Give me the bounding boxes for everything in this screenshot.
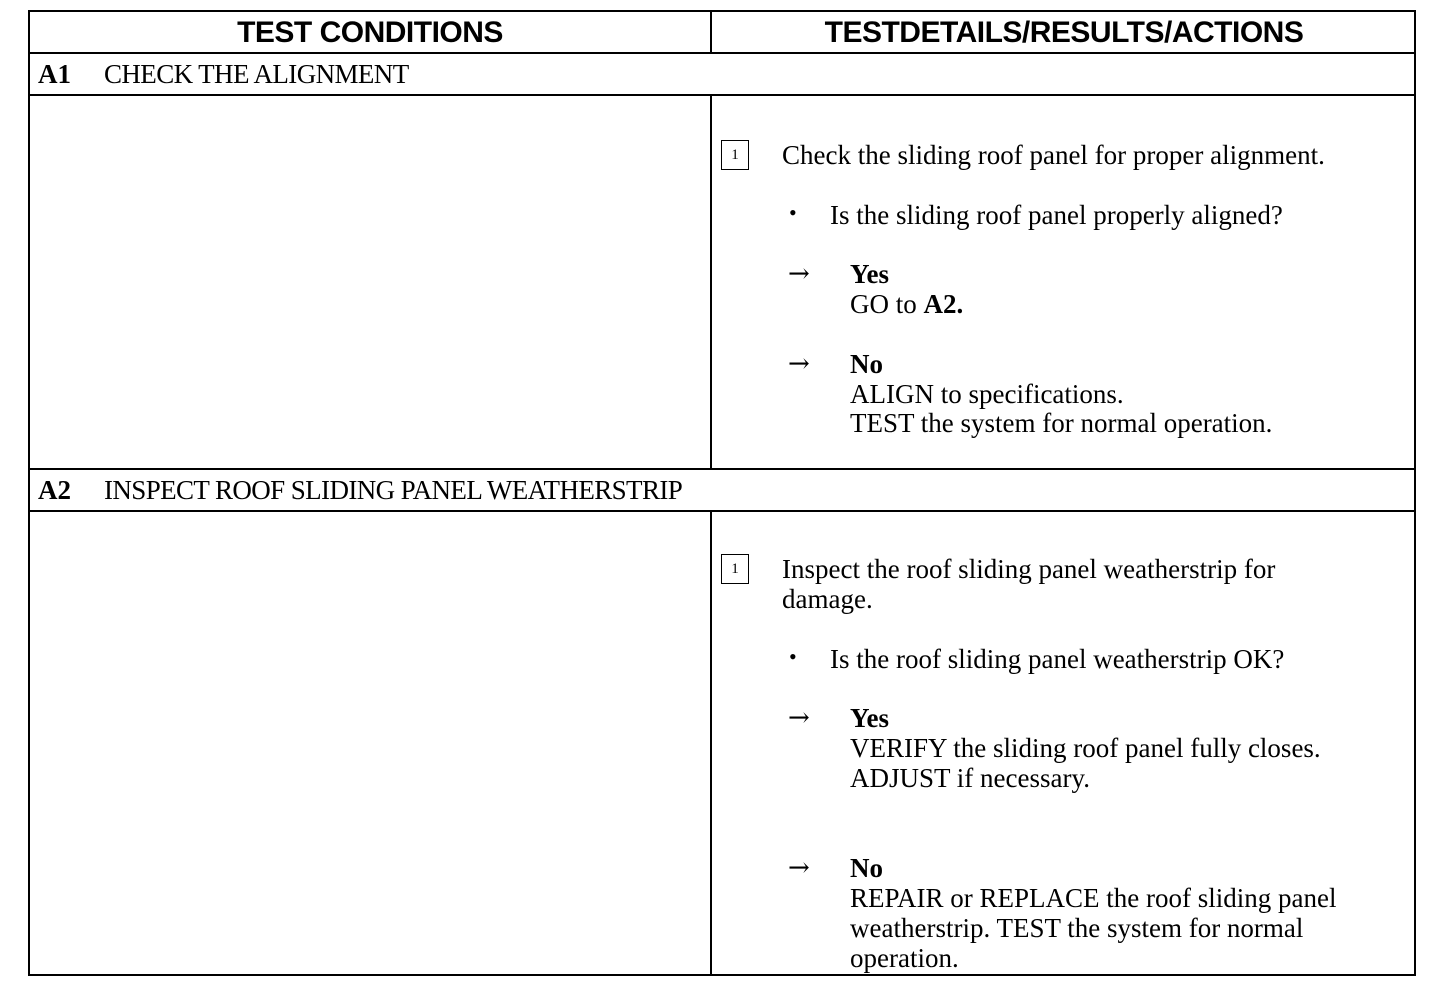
step-a2-no-action-line-3: operation.: [850, 943, 959, 973]
header-test-details: TESTDETAILS/RESULTS/ACTIONS: [824, 16, 1304, 49]
step-a1-id: A1: [38, 59, 71, 89]
step-a2-conditions-cell: [30, 512, 712, 974]
step-a1-no-label: No: [850, 349, 883, 379]
step-a1-no-arrow-icon: →: [788, 349, 810, 379]
step-a1-title: CHECK THE ALIGNMENT: [104, 59, 409, 89]
step-a1-section: [30, 96, 1414, 470]
step-a1-bullet: •: [789, 200, 797, 225]
step-a1-instruction: Check the sliding roof panel for proper alignment.: [782, 140, 1325, 170]
step-a2-title: INSPECT ROOF SLIDING PANEL WEATHERSTRIP: [104, 475, 683, 505]
step-a2-no-action-line-2: weatherstrip. TEST the system for normal: [850, 913, 1304, 943]
step-a2-no-label: No: [850, 853, 883, 883]
step-a2-section: [30, 512, 1414, 974]
step-a1-yes-arrow-icon: →: [788, 259, 810, 289]
step-a2-no-arrow-icon: →: [788, 853, 810, 883]
step-a1-yes-action-ref[interactable]: A2.: [923, 289, 964, 319]
step-a1-no-action-line-2: TEST the system for normal operation.: [850, 408, 1273, 438]
step-a1-yes-label: Yes: [850, 259, 889, 289]
step-a1-details-cell: [712, 96, 1416, 468]
step-a2-no-action-line-1: REPAIR or REPLACE the roof sliding panel: [850, 883, 1337, 913]
step-a2-number-box: 1: [721, 554, 749, 584]
step-a2-yes-action-line-1: VERIFY the sliding roof panel fully closes.: [850, 733, 1321, 763]
step-a1-yes-action-prefix: GO to: [850, 289, 924, 319]
step-a1-number-box: 1: [721, 140, 749, 170]
table-header: [30, 12, 1414, 54]
diagnostic-test-table: [28, 10, 1416, 976]
step-a2-instruction-line-1: Inspect the roof sliding panel weatherstrip for: [782, 554, 1276, 584]
step-a2-question: Is the roof sliding panel weatherstrip OK?: [830, 644, 1285, 674]
step-a1-yes-action: [850, 289, 963, 319]
step-a1-no-action-line-1: ALIGN to specifications.: [850, 379, 1124, 409]
step-a2-yes-arrow-icon: →: [788, 703, 810, 733]
step-a1-question: Is the sliding roof panel properly aligned?: [830, 200, 1283, 230]
step-a2-yes-label: Yes: [850, 703, 889, 733]
step-a2-bullet: •: [789, 644, 797, 669]
step-a2-title-row: [30, 470, 1414, 512]
step-a2-instruction-line-2: damage.: [782, 584, 873, 614]
step-a2-yes-action-line-2: ADJUST if necessary.: [850, 763, 1090, 793]
step-a1-conditions-cell: [30, 96, 712, 468]
step-a2-details-cell: [712, 512, 1416, 974]
step-a2-id: A2: [38, 475, 71, 505]
step-a1-title-row: [30, 54, 1414, 96]
header-test-conditions: TEST CONDITIONS: [30, 12, 712, 52]
